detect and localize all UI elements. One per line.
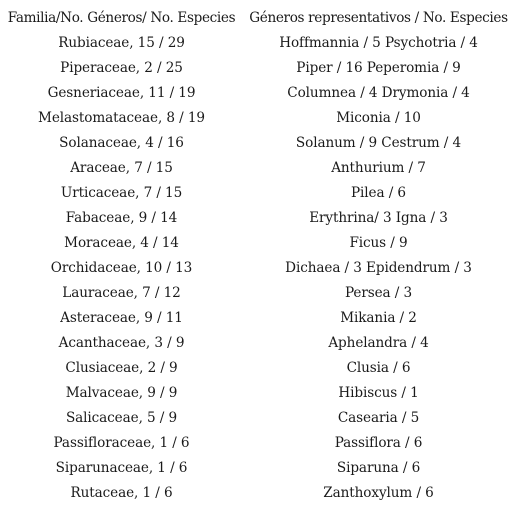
header-family: Familia/No. Géneros/ No. Especies: [7, 9, 236, 26]
header-row: [0, 5, 514, 30]
family-cell: Rubiaceae, 15 / 29: [58, 34, 185, 51]
genera-cell: Zanthoxylum / 6: [323, 484, 434, 501]
family-cell: Passifloraceae, 1 / 6: [53, 434, 190, 451]
family-cell: Gesneriaceae, 11 / 19: [47, 84, 196, 101]
family-cell: Fabaceae, 9 / 14: [65, 209, 178, 226]
table-row: [0, 80, 514, 105]
genera-cell: Siparuna / 6: [336, 459, 421, 476]
genera-cell: Mikania / 2: [340, 309, 417, 326]
table-row: [0, 30, 514, 55]
genera-cell: Passiflora / 6: [334, 434, 423, 451]
genera-cell: Ficus / 9: [349, 234, 408, 251]
table-row: [0, 430, 514, 455]
genera-cell: Piper / 16 Peperomia / 9: [296, 59, 461, 76]
table-row: [0, 330, 514, 355]
table-row: [0, 105, 514, 130]
genera-cell: Persea / 3: [344, 284, 413, 301]
family-cell: Lauraceae, 7 / 12: [62, 284, 181, 301]
family-cell: Clusiaceae, 2 / 9: [65, 359, 178, 376]
table-row: [0, 355, 514, 380]
family-cell: Orchidaceae, 10 / 13: [50, 259, 193, 276]
genera-cell: Casearia / 5: [337, 409, 420, 426]
genera-cell: Erythrina/ 3 Igna / 3: [309, 209, 448, 226]
table-row: [0, 405, 514, 430]
genera-cell: Miconia / 10: [336, 109, 421, 126]
genera-cell: Hibiscus / 1: [338, 384, 419, 401]
genera-cell: Columnea / 4 Drymonia / 4: [287, 84, 470, 101]
family-cell: Acanthaceae, 3 / 9: [58, 334, 185, 351]
table-row: [0, 380, 514, 405]
species-table: [0, 5, 514, 505]
table-row: [0, 130, 514, 155]
family-cell: Rutaceae, 1 / 6: [70, 484, 173, 501]
genera-cell: Anthurium / 7: [331, 159, 426, 176]
table-row: [0, 205, 514, 230]
table-row: [0, 230, 514, 255]
table-row: [0, 55, 514, 80]
family-cell: Piperaceae, 2 / 25: [60, 59, 183, 76]
genera-cell: Solanum / 9 Cestrum / 4: [295, 134, 462, 151]
family-cell: Moraceae, 4 / 14: [64, 234, 179, 251]
table-row: [0, 280, 514, 305]
genera-cell: Clusia / 6: [346, 359, 411, 376]
genera-cell: Hoffmannia / 5 Psychotria / 4: [279, 34, 478, 51]
table-row: [0, 455, 514, 480]
species-table-container: [0, 5, 514, 513]
table-row: [0, 180, 514, 205]
genera-cell: Dichaea / 3 Epidendrum / 3: [285, 259, 472, 276]
family-cell: Asteraceae, 9 / 11: [60, 309, 183, 326]
table-row: [0, 155, 514, 180]
table-row: [0, 480, 514, 505]
family-cell: Salicaceae, 5 / 9: [65, 409, 178, 426]
table-row: [0, 305, 514, 330]
family-cell: Solanaceae, 4 / 16: [59, 134, 184, 151]
family-cell: Malvaceae, 9 / 9: [65, 384, 178, 401]
family-cell: Melastomataceae, 8 / 19: [38, 109, 205, 126]
family-cell: Siparunaceae, 1 / 6: [55, 459, 188, 476]
genera-cell: Aphelandra / 4: [328, 334, 429, 351]
family-cell: Araceae, 7 / 15: [70, 159, 173, 176]
table-row: [0, 255, 514, 280]
header-representative-genera: Géneros representativos / No. Especies: [249, 9, 508, 26]
family-cell: Urticaceae, 7 / 15: [60, 184, 183, 201]
genera-cell: Pilea / 6: [351, 184, 406, 201]
